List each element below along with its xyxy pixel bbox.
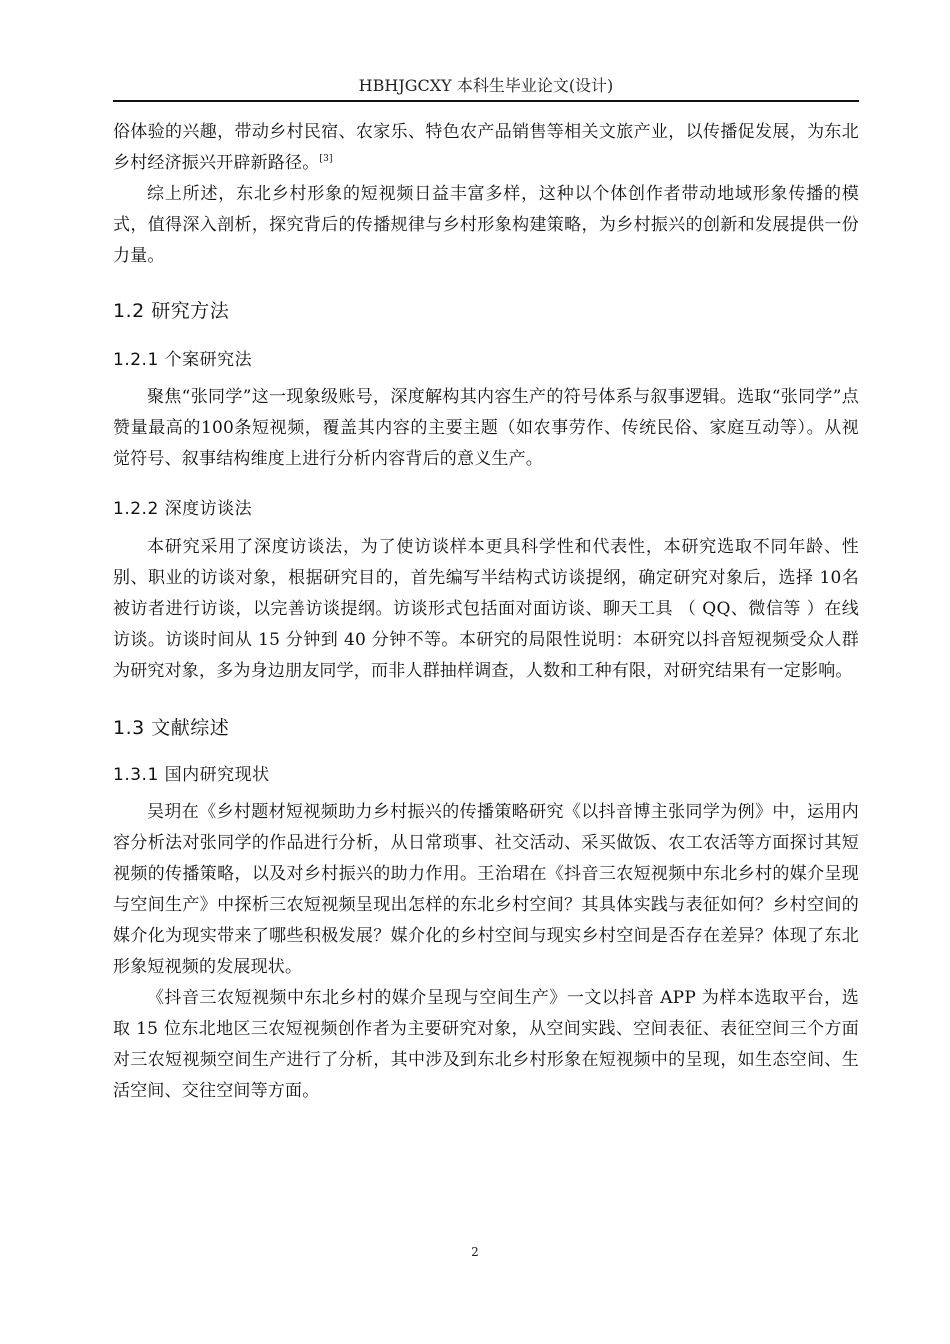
citation-ref: [3] bbox=[319, 154, 333, 164]
paragraph-domestic-research: 吴玥在《乡村题材短视频助力乡村振兴的传播策略研究《以抖音博主张同学为例》中，运用内容分析法对张同学的作品进行分析，从日常琐事、社交活动、采买做饭、农工农活等方面探讨其短视频的传播策略，以及对乡村振兴的助力作用。王治珺在《抖音三农短视频中东北乡村的媒介呈现与空间生产》中探析三农短视频呈现出怎样的东北乡村空间？其具体实践与表征如何？乡村空间的媒介化为现实带来了哪些积极发展？媒介化的乡村空间与现实乡村空间是否存在差异？体现了东北形象短视频的发展现状。 bbox=[113, 802, 859, 977]
document-body bbox=[113, 117, 859, 1107]
paragraph-case-study: 聚焦“张同学”这一现象级账号，深度解构其内容生产的符号体系与叙事逻辑。选取“张同学”点赞量最高的100条短视频，覆盖其内容的主要主题（如农事劳作、传统民俗、家庭互动等）。从视觉符号、叙事结构维度上进行分析内容背后的意义生产。 bbox=[113, 387, 859, 469]
section-heading-1-3: 1.3 文献综述 bbox=[113, 717, 230, 739]
subsection-heading-1-3-1: 1.3.1 国内研究现状 bbox=[113, 765, 270, 785]
page-number: 2 bbox=[471, 1245, 479, 1259]
subsection-heading-1-2-2: 1.2.2 深度访谈法 bbox=[113, 499, 253, 519]
paragraph-media-space: 《抖音三农短视频中东北乡村的媒介呈现与空间生产》一文以抖音 APP 为样本选取平台，选取 15 位东北地区三农短视频创作者为主要研究对象，从空间实践、空间表征、表征空间三个方面对三农短视频空间生产进行了分析，其中涉及到东北乡村形象在短视频中的呈现，如生态空间、生活空间、交往空间等方面。 bbox=[113, 988, 859, 1101]
paragraph-text: 俗体验的兴趣，带动乡村民宿、农家乐、特色农产品销售等相关文旅产业，以传播促发展，为东北乡村经济振兴开辟新路径。 bbox=[113, 122, 859, 173]
running-header: HBHJGCXY 本科生毕业论文(设计) bbox=[358, 76, 614, 95]
subsection-heading-1-2-1: 1.2.1 个案研究法 bbox=[113, 350, 253, 370]
paragraph-continuation bbox=[113, 117, 859, 179]
paragraph-interview: 本研究采用了深度访谈法，为了使访谈样本更具科学性和代表性，本研究选取不同年龄、性别、职业的访谈对象，根据研究目的，首先编写半结构式访谈提纲，确定研究对象后，选择 10名被访者进行访谈，以完善访谈提纲。访谈形式包括面对面访谈、聊天工具 （ QQ、微信等 ）在线访谈。访谈时间从 15 分钟到 40 分钟不等。本研究的局限性说明：本研究以抖音短视频受众人群为研究对象，多为身边朋友同学，而非人群抽样调查，人数和工种有限，对研究结果有一定影响。 bbox=[113, 537, 859, 681]
header-divider bbox=[113, 100, 859, 102]
paragraph-summary: 综上所述，东北乡村形象的短视频日益丰富多样，这种以个体创作者带动地域形象传播的模式，值得深入剖析，探究背后的传播规律与乡村形象构建策略，为乡村振兴的创新和发展提供一份力量。 bbox=[113, 184, 859, 266]
section-heading-1-2: 1.2 研究方法 bbox=[113, 300, 230, 322]
